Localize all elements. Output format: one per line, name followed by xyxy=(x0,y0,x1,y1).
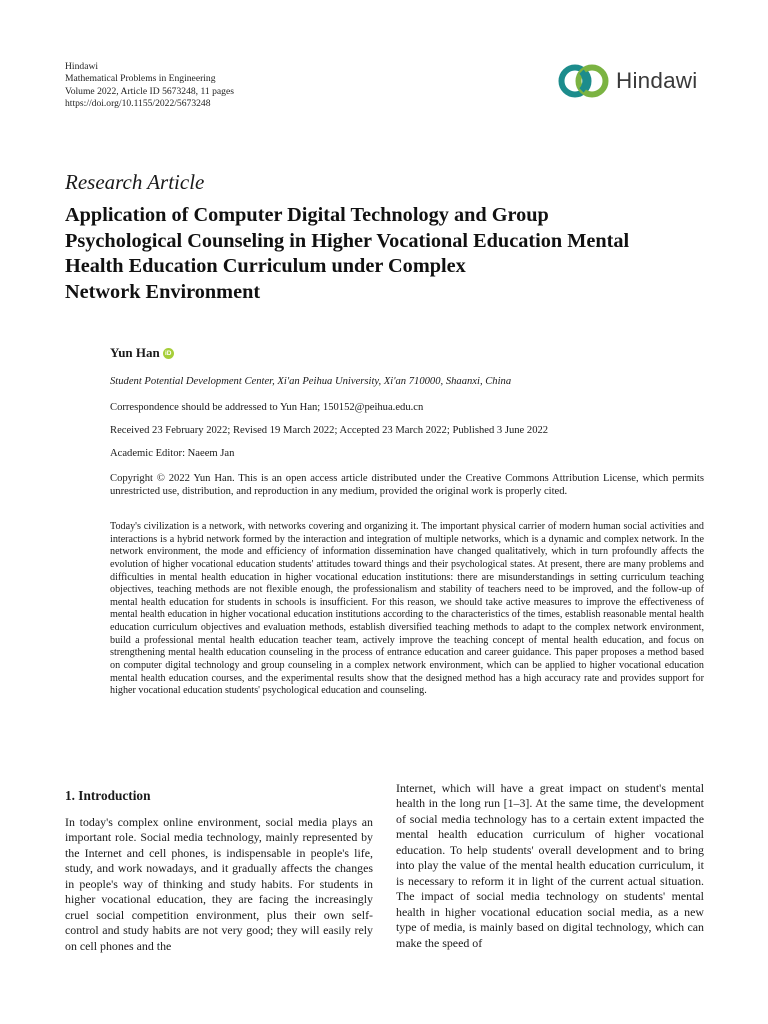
body-column-left xyxy=(65,787,373,954)
logo-wordmark: Hindawi xyxy=(616,68,698,93)
title-line: Network Environment xyxy=(65,280,261,303)
copyright-notice: Copyright © 2022 Yun Han. This is an open access article distributed under the Creative Commons Attribution License, which permits unrestricted use, distribution, and reproduction in any medium, provided the original work is properly cited. xyxy=(110,473,704,497)
hindawi-logo-icon xyxy=(557,63,611,99)
title-line: Health Education Curriculum under Complex xyxy=(65,255,466,278)
orcid-icon[interactable]: iD xyxy=(163,348,174,359)
author-affiliation: Student Potential Development Center, Xi'an Peihua University, Xi'an 710000, Shaanxi, China xyxy=(110,376,512,387)
body-column-right xyxy=(396,781,704,951)
author-block xyxy=(110,345,174,361)
academic-editor: Academic Editor: Naeem Jan xyxy=(110,448,235,459)
article-title xyxy=(65,203,715,305)
journal-name: Mathematical Problems in Engineering xyxy=(65,73,216,85)
volume-line: Volume 2022, Article ID 5673248, 11 pages xyxy=(65,85,234,97)
title-line: Psychological Counseling in Higher Vocational Education Mental xyxy=(65,229,630,252)
body-paragraph: Internet, which will have a great impact on student's mental health in the long run [1–3]. At the same time, the development of social media technology has to a certain extent impacted the mental health education curriculum of higher vocational education. To help students' overall development and to bring into play the value of the mental health education curriculum, it is necessary to reform it in light of the current actual situation. The impact of social media technology on students' mental health in higher vocational education social media, as a new type of media, is mainly based on digital technology, which can make the speed of xyxy=(396,781,704,950)
journal-header xyxy=(65,61,234,110)
section-heading: 1. Introduction xyxy=(65,788,151,803)
doi-link[interactable]: https://doi.org/10.1155/2022/5673248 xyxy=(65,97,211,109)
abstract: Today's civilization is a network, with networks covering and organizing it. The important physical carrier of modern human social activities and interactions is a hybrid network formed by the interaction and integration of multiple networks, which is a dynamic and complex network. In the network environment, the mode and efficiency of information dissemination have changed qualitatively, which in turn profoundly affects the evolution of higher vocational education students' attitudes toward things and their psychological states. At present, there are many problems and difficulties in mental health education in higher vocational education institutions: there are misunderstandings in setting curriculum teaching objectives, teaching methods are not flexible enough, the professionalism and stability of teachers need to be improved, and the follow-up of mental health education for students in schools is insufficient. For this reason, we should take active measures to improve the effectiveness of mental health education in higher vocational education institutions according to the characteristics of the times, establish reasonable mental health education curriculum objectives and evaluation methods, establish diversified teaching methods to adapt to the complex network environment, build a professional mental health education teacher team, actively improve the teaching concept of mental health education, and focus on strengthening mental health education counseling in the process of entrance education and career guidance. This paper proposes a method based on computer digital technology and group counseling in a complex network environment, which can be applied to higher vocational education mental health education courses, and the experimental results show that the designed method has a high accuracy rate and provides support for higher vocational education students' psychological education and counseling. xyxy=(110,521,704,697)
article-type: Research Article xyxy=(65,170,205,194)
author-name[interactable]: Yun Han xyxy=(110,345,160,360)
publication-dates: Received 23 February 2022; Revised 19 March 2022; Accepted 23 March 2022; Published 3 June 2022 xyxy=(110,425,549,436)
publisher-name: Hindawi xyxy=(65,61,99,72)
hindawi-logo[interactable] xyxy=(557,63,697,99)
correspondence: Correspondence should be addressed to Yun Han; 150152@peihua.edu.cn xyxy=(110,402,424,413)
body-paragraph: In today's complex online environment, social media plays an important role. Social media technology, mainly represented by the Internet and cell phones, is indispensable in people's life, study, and work nowadays, and it gradually affects the changes in people's way of thinking and study habits. For students in higher vocational education, they are facing the increasingly cruel social competition environment, plus their own self-control and study habits are not very good; they will easily rely on cell phones and the xyxy=(65,815,373,953)
title-line: Application of Computer Digital Technology and Group xyxy=(65,204,549,226)
